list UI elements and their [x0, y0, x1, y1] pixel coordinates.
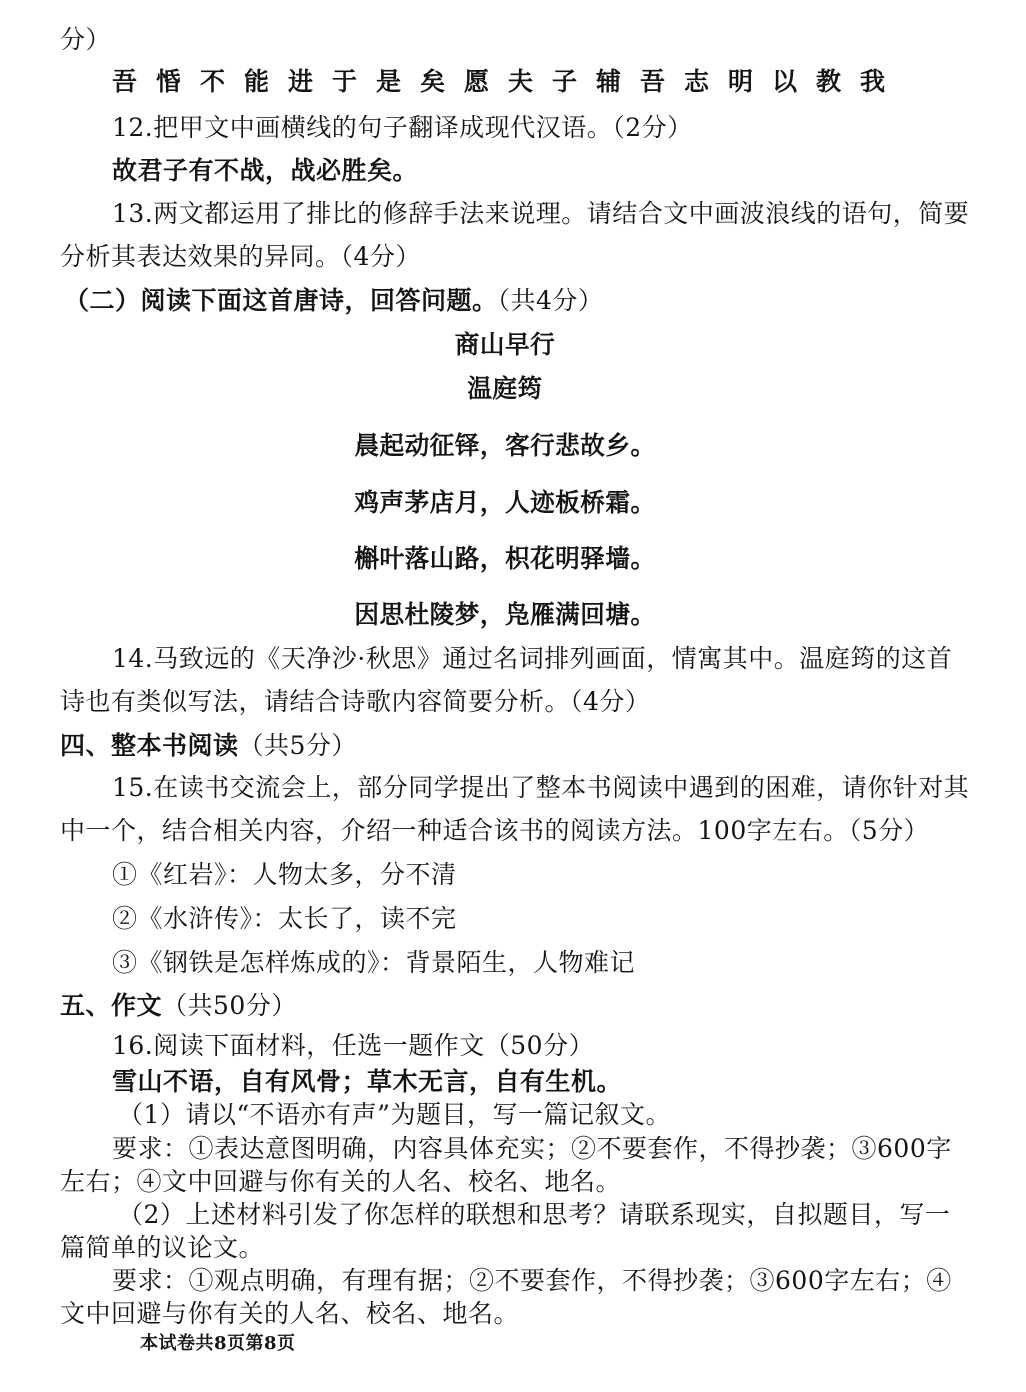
poem-line-3: 槲叶落山路，枳花明驿墙。	[354, 544, 656, 573]
option-2: ②《水浒传》：太长了，读不完	[112, 904, 457, 933]
question-13-line-1: 13.两文都运用了排比的修辞手法来说理。请结合文中画波浪线的语句，简要	[112, 199, 970, 228]
question-14-line-2: 诗也有类似写法，请结合诗歌内容简要分析。（4分）	[60, 687, 651, 716]
requirement-2-line-2: 文中回避与你有关的人名、校名、地名。	[60, 1299, 520, 1328]
question-15-line-2: 中一个，结合相关内容，介绍一种适合该书的阅读方法。100字左右。（5分）	[60, 816, 930, 845]
requirement-1-line-1: 要求：①表达意图明确，内容具体充实；②不要套作，不得抄袭；③600字	[112, 1134, 952, 1163]
page-footer: 本试卷共8页第8页	[140, 1333, 296, 1354]
essay-topic-2-line-2: 篇简单的议论文。	[60, 1233, 265, 1262]
section-5-title: 五、作文	[60, 991, 163, 1020]
poem-line-2: 鸡声茅店月，人迹板桥霜。	[354, 488, 656, 517]
section-5-score: （共50分）	[162, 991, 297, 1020]
section-5-heading	[60, 990, 297, 1022]
poem-line-1: 晨起动征铎，客行悲故乡。	[354, 431, 656, 460]
requirement-1-line-2: 左右；④文中回避与你有关的人名、校名、地名。	[60, 1167, 622, 1196]
section-4-title: 四、整本书阅读	[60, 731, 239, 760]
requirement-2-line-1: 要求：①观点明确，有理有据；②不要套作，不得抄袭；③600字左右；④	[112, 1266, 952, 1295]
essay-topic-1: （1）请以“不语亦有声”为题目，写一篇记叙文。	[118, 1100, 671, 1129]
poem-author: 温庭筠	[467, 374, 543, 403]
section-2-heading	[64, 285, 603, 317]
unpunctuated-sentence: 吾惛不能进于是矣愿夫子辅吾志明以教我	[112, 67, 905, 96]
section-4-heading	[60, 730, 357, 762]
question-12: 12.把甲文中画横线的句子翻译成现代汉语。（2分）	[112, 113, 693, 142]
question-13-line-2: 分析其表达效果的异同。（4分）	[60, 242, 421, 271]
poem-title: 商山早行	[454, 330, 556, 359]
question-12-sentence: 故君子有不战，战必胜矣。	[112, 156, 419, 185]
option-1: ①《红岩》：人物太多，分不清	[112, 860, 457, 889]
question-16: 16.阅读下面材料，任选一题作文（50分）	[112, 1031, 595, 1060]
poem-line-4: 因思杜陵梦，凫雁满回塘。	[354, 600, 656, 629]
question-14-line-1: 14.马致远的《天净沙·秋思》通过名词排列画面，情寓其中。温庭筠的这首	[112, 644, 953, 673]
text-line-continuation: 分）	[60, 25, 112, 54]
option-3: ③《钢铁是怎样炼成的》：背景陌生，人物难记	[112, 948, 636, 977]
section-2-title: （二）阅读下面这首唐诗，回答问题。	[64, 286, 498, 315]
essay-material: 雪山不语，自有风骨；草木无言，自有生机。	[112, 1067, 623, 1096]
essay-topic-2-line-1: （2）上述材料引发了你怎样的联想和思考？请联系现实，自拟题目，写一	[118, 1200, 951, 1229]
section-2-score: （共4分）	[497, 286, 604, 315]
question-15-line-1: 15.在读书交流会上，部分同学提出了整本书阅读中遇到的困难，请你针对其	[112, 773, 970, 802]
section-4-score: （共5分）	[238, 731, 357, 760]
